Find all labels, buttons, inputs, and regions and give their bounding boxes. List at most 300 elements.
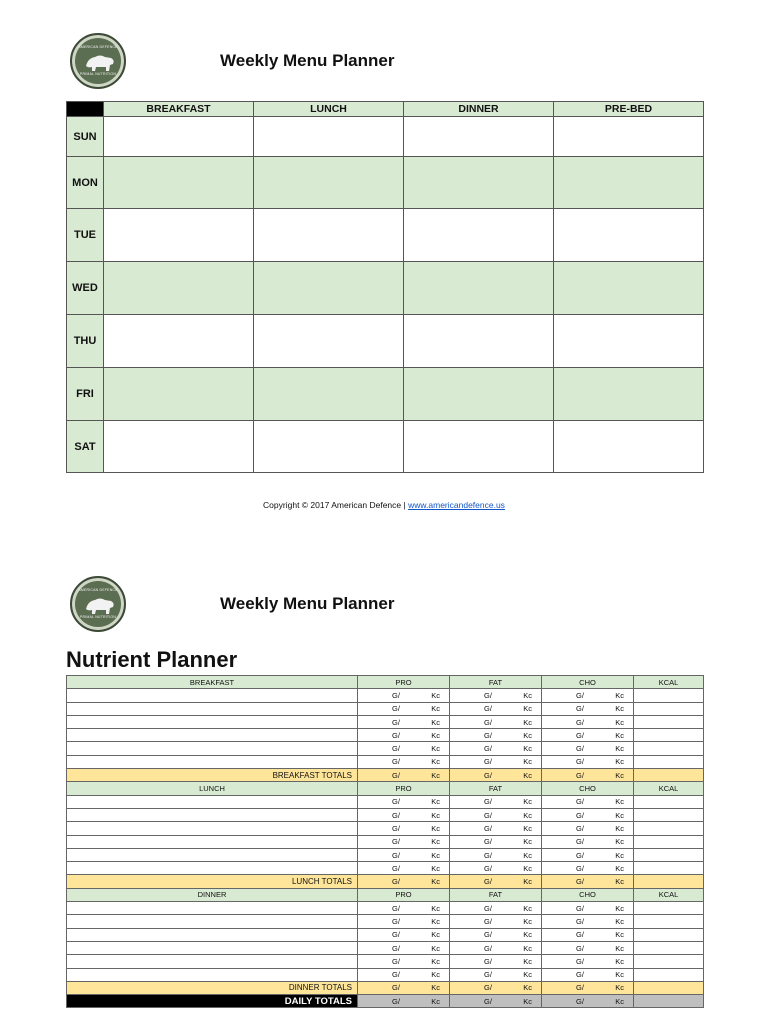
pro-cell[interactable] [358,742,450,755]
food-row [67,715,704,728]
bison-icon [84,595,116,617]
kcal-unit: Kc [523,930,532,940]
day-row-thu [67,315,704,368]
food-row [67,822,704,835]
grams-unit: G/ [484,903,492,913]
pro-cell[interactable] [358,689,450,702]
col-cho: CHO [542,782,634,795]
section-name: LUNCH [67,782,358,795]
food-row [67,928,704,941]
grams-unit: G/ [576,996,584,1006]
fat-cell[interactable] [450,742,542,755]
grams-unit: G/ [576,863,584,873]
meal-cell[interactable] [554,421,704,473]
kcal-unit: Kc [523,837,532,847]
cho-cell[interactable] [542,955,634,968]
kcal-unit: Kc [431,996,440,1006]
food-row [67,808,704,821]
food-row [67,915,704,928]
kcal-unit: Kc [431,970,440,980]
kcal-unit: Kc [615,744,624,754]
pro-cell[interactable] [358,862,450,875]
kcal-cell[interactable] [634,715,704,728]
grams-unit: G/ [392,837,400,847]
section-totals-label: BREAKFAST TOTALS [67,769,358,782]
kcal-cell[interactable] [634,928,704,941]
grams-unit: G/ [576,810,584,820]
cho-cell[interactable] [542,848,634,861]
col-pro: PRO [358,676,450,689]
grams-unit: G/ [576,903,584,913]
kcal-cell[interactable] [634,862,704,875]
grams-unit: G/ [392,970,400,980]
meal-cell[interactable] [104,368,254,421]
fat-cell[interactable] [450,715,542,728]
kcal-unit: Kc [431,744,440,754]
kcal-unit: Kc [523,970,532,980]
kcal-unit: Kc [523,744,532,754]
kcal-unit: Kc [431,930,440,940]
food-row [67,902,704,915]
fat-cell[interactable] [450,928,542,941]
kcal-unit: Kc [523,983,532,993]
kcal-unit: Kc [523,690,532,700]
header-pre-bed: PRE-BED [554,102,704,117]
pro-cell[interactable] [358,915,450,928]
grams-unit: G/ [392,850,400,860]
kcal-unit: Kc [523,956,532,966]
cho-cell[interactable] [542,795,634,808]
grams-unit: G/ [576,797,584,807]
food-item-cell[interactable] [67,822,358,835]
cho-cell[interactable] [542,968,634,981]
meal-cell[interactable] [554,368,704,421]
grams-unit: G/ [576,757,584,767]
cho-total-cell[interactable] [542,981,634,994]
food-item-cell[interactable] [67,928,358,941]
grams-unit: G/ [576,690,584,700]
kcal-unit: Kc [523,757,532,767]
food-item-cell[interactable] [67,968,358,981]
kcal-total-cell[interactable] [634,769,704,782]
section-totals-row [67,769,704,782]
pro-cell[interactable] [358,715,450,728]
meal-cell[interactable] [254,209,404,262]
kcal-unit: Kc [431,797,440,807]
meal-cell[interactable] [404,421,554,473]
cho-cell[interactable] [542,941,634,954]
col-fat: FAT [450,676,542,689]
fat-cell[interactable] [450,915,542,928]
kcal-cell[interactable] [634,902,704,915]
meal-cell[interactable] [554,262,704,315]
food-item-cell[interactable] [67,795,358,808]
pro-cell[interactable] [358,968,450,981]
meal-cell[interactable] [404,315,554,368]
kcal-unit: Kc [431,730,440,740]
cho-total-cell[interactable] [542,875,634,888]
grams-unit: G/ [392,943,400,953]
pro-daily-cell[interactable] [358,995,450,1008]
kcal-unit: Kc [615,837,624,847]
grams-unit: G/ [576,704,584,714]
cho-cell[interactable] [542,808,634,821]
grams-unit: G/ [484,797,492,807]
grams-unit: G/ [392,956,400,966]
cho-cell[interactable] [542,902,634,915]
kcal-unit: Kc [523,877,532,887]
kcal-cell[interactable] [634,968,704,981]
kcal-daily-cell[interactable] [634,995,704,1008]
copyright-text: Copyright © 2017 American Defence | [263,500,409,510]
kcal-unit: Kc [615,996,624,1006]
pro-cell[interactable] [358,755,450,768]
kcal-unit: Kc [615,730,624,740]
grams-unit: G/ [484,704,492,714]
header-corner [67,102,104,117]
cho-total-cell[interactable] [542,769,634,782]
fat-cell[interactable] [450,955,542,968]
meal-cell[interactable] [404,368,554,421]
fat-cell[interactable] [450,941,542,954]
day-label: FRI [67,368,104,421]
section-name: DINNER [67,888,358,901]
fat-total-cell[interactable] [450,769,542,782]
fat-cell[interactable] [450,835,542,848]
section-totals-row [67,981,704,994]
grams-unit: G/ [392,757,400,767]
cho-cell[interactable] [542,822,634,835]
day-label: SAT [67,421,104,473]
meal-cell[interactable] [404,262,554,315]
fat-cell[interactable] [450,808,542,821]
pro-cell[interactable] [358,835,450,848]
kcal-unit: Kc [523,823,532,833]
fat-cell[interactable] [450,795,542,808]
grams-unit: G/ [484,850,492,860]
kcal-cell[interactable] [634,848,704,861]
website-link[interactable]: www.americandefence.us [408,500,505,510]
copyright-line [0,500,768,510]
fat-cell[interactable] [450,862,542,875]
kcal-unit: Kc [523,903,532,913]
meal-cell[interactable] [554,209,704,262]
meal-cell[interactable] [254,368,404,421]
fat-cell[interactable] [450,729,542,742]
kcal-unit: Kc [523,717,532,727]
food-item-cell[interactable] [67,862,358,875]
grams-unit: G/ [576,970,584,980]
kcal-unit: Kc [615,956,624,966]
kcal-cell[interactable] [634,941,704,954]
meal-cell[interactable] [404,157,554,209]
fat-cell[interactable] [450,755,542,768]
day-label: MON [67,157,104,209]
kcal-cell[interactable] [634,742,704,755]
cho-cell[interactable] [542,755,634,768]
pro-cell[interactable] [358,928,450,941]
meal-cell[interactable] [404,209,554,262]
food-item-cell[interactable] [67,955,358,968]
cho-cell[interactable] [542,835,634,848]
meal-cell[interactable] [104,117,254,157]
food-row [67,755,704,768]
food-row [67,862,704,875]
meal-cell[interactable] [104,421,254,473]
col-kcal: KCAL [634,676,704,689]
kcal-unit: Kc [615,850,624,860]
kcal-unit: Kc [615,823,624,833]
cho-cell[interactable] [542,702,634,715]
meal-cell[interactable] [254,262,404,315]
grams-unit: G/ [484,863,492,873]
grams-unit: G/ [392,916,400,926]
food-item-cell[interactable] [67,715,358,728]
meal-cell[interactable] [254,315,404,368]
kcal-unit: Kc [615,943,624,953]
food-item-cell[interactable] [67,755,358,768]
food-row [67,835,704,848]
food-item-cell[interactable] [67,835,358,848]
food-row [67,968,704,981]
fat-cell[interactable] [450,702,542,715]
grams-unit: G/ [392,863,400,873]
kcal-unit: Kc [431,717,440,727]
meal-cell[interactable] [254,117,404,157]
grams-unit: G/ [484,730,492,740]
day-row-sun [67,117,704,157]
logo [70,576,126,632]
kcal-unit: Kc [431,823,440,833]
cho-daily-cell[interactable] [542,995,634,1008]
day-row-tue [67,209,704,262]
meal-cell[interactable] [404,117,554,157]
kcal-unit: Kc [523,850,532,860]
food-item-cell[interactable] [67,689,358,702]
day-label: SUN [67,117,104,157]
kcal-unit: Kc [523,797,532,807]
logo-text-bottom: PRIMAL NUTRITION [79,72,117,76]
kcal-cell[interactable] [634,915,704,928]
fat-cell[interactable] [450,848,542,861]
section-totals-label: LUNCH TOTALS [67,875,358,888]
grams-unit: G/ [392,930,400,940]
cho-cell[interactable] [542,862,634,875]
section-header-row [67,676,704,689]
day-row-fri [67,368,704,421]
fat-total-cell[interactable] [450,981,542,994]
grams-unit: G/ [392,903,400,913]
weekly-header-row [67,102,704,117]
kcal-unit: Kc [523,863,532,873]
kcal-cell[interactable] [634,755,704,768]
grams-unit: G/ [484,916,492,926]
kcal-total-cell[interactable] [634,875,704,888]
food-item-cell[interactable] [67,902,358,915]
grams-unit: G/ [484,770,492,780]
meal-cell[interactable] [554,315,704,368]
food-item-cell[interactable] [67,848,358,861]
col-kcal: KCAL [634,782,704,795]
meal-cell[interactable] [104,315,254,368]
grams-unit: G/ [392,823,400,833]
kcal-unit: Kc [431,837,440,847]
grams-unit: G/ [392,744,400,754]
kcal-unit: Kc [523,770,532,780]
food-row [67,729,704,742]
pro-cell[interactable] [358,795,450,808]
meal-cell[interactable] [104,262,254,315]
kcal-unit: Kc [431,956,440,966]
grams-unit: G/ [392,770,400,780]
grams-unit: G/ [392,810,400,820]
meal-cell[interactable] [254,421,404,473]
fat-cell[interactable] [450,822,542,835]
grams-unit: G/ [392,996,400,1006]
cho-cell[interactable] [542,742,634,755]
kcal-unit: Kc [431,877,440,887]
grams-unit: G/ [484,810,492,820]
cho-cell[interactable] [542,715,634,728]
food-row [67,941,704,954]
grams-unit: G/ [576,744,584,754]
food-item-cell[interactable] [67,729,358,742]
pro-total-cell[interactable] [358,875,450,888]
grams-unit: G/ [576,770,584,780]
page-title: Weekly Menu Planner [220,594,395,613]
kcal-cell[interactable] [634,729,704,742]
kcal-unit: Kc [615,704,624,714]
grams-unit: G/ [484,943,492,953]
kcal-unit: Kc [431,704,440,714]
kcal-unit: Kc [615,930,624,940]
pro-cell[interactable] [358,902,450,915]
kcal-unit: Kc [431,770,440,780]
kcal-cell[interactable] [634,955,704,968]
kcal-unit: Kc [431,690,440,700]
header-dinner: DINNER [404,102,554,117]
cho-cell[interactable] [542,689,634,702]
grams-unit: G/ [484,956,492,966]
col-pro: PRO [358,782,450,795]
food-row [67,795,704,808]
day-label: WED [67,262,104,315]
grams-unit: G/ [576,916,584,926]
section-totals-label: DINNER TOTALS [67,981,358,994]
meal-cell[interactable] [554,157,704,209]
kcal-cell[interactable] [634,689,704,702]
pro-cell[interactable] [358,702,450,715]
grams-unit: G/ [392,704,400,714]
grams-unit: G/ [484,983,492,993]
fat-cell[interactable] [450,902,542,915]
meal-cell[interactable] [254,157,404,209]
bison-icon [84,52,116,74]
grams-unit: G/ [484,717,492,727]
kcal-cell[interactable] [634,822,704,835]
pro-cell[interactable] [358,848,450,861]
col-cho: CHO [542,888,634,901]
cho-cell[interactable] [542,729,634,742]
food-item-cell[interactable] [67,742,358,755]
kcal-cell[interactable] [634,808,704,821]
food-item-cell[interactable] [67,808,358,821]
day-row-mon [67,157,704,209]
grams-unit: G/ [484,757,492,767]
grams-unit: G/ [484,996,492,1006]
col-cho: CHO [542,676,634,689]
section-name: BREAKFAST [67,676,358,689]
section-totals-row [67,875,704,888]
kcal-unit: Kc [615,983,624,993]
grams-unit: G/ [576,850,584,860]
grams-unit: G/ [576,956,584,966]
kcal-unit: Kc [523,730,532,740]
daily-totals-label: DAILY TOTALS [67,995,358,1008]
cho-cell[interactable] [542,928,634,941]
kcal-cell[interactable] [634,835,704,848]
weekly-menu-table [66,101,704,473]
kcal-unit: Kc [431,903,440,913]
grams-unit: G/ [392,983,400,993]
pro-cell[interactable] [358,941,450,954]
kcal-unit: Kc [615,877,624,887]
pro-cell[interactable] [358,729,450,742]
kcal-cell[interactable] [634,702,704,715]
kcal-unit: Kc [523,704,532,714]
pro-total-cell[interactable] [358,769,450,782]
pro-total-cell[interactable] [358,981,450,994]
header-lunch: LUNCH [254,102,404,117]
grams-unit: G/ [576,837,584,847]
kcal-unit: Kc [431,916,440,926]
kcal-unit: Kc [615,863,624,873]
fat-total-cell[interactable] [450,875,542,888]
food-row [67,742,704,755]
kcal-unit: Kc [615,970,624,980]
section-header-row [67,888,704,901]
kcal-unit: Kc [523,996,532,1006]
pro-cell[interactable] [358,955,450,968]
kcal-unit: Kc [431,943,440,953]
grams-unit: G/ [484,744,492,754]
nutrient-planner-title: Nutrient Planner [66,647,238,672]
kcal-unit: Kc [615,690,624,700]
kcal-unit: Kc [523,943,532,953]
daily-totals-row [67,995,704,1008]
fat-cell[interactable] [450,968,542,981]
kcal-unit: Kc [615,757,624,767]
food-row [67,689,704,702]
cho-cell[interactable] [542,915,634,928]
grams-unit: G/ [576,823,584,833]
meal-cell[interactable] [104,157,254,209]
pro-cell[interactable] [358,822,450,835]
kcal-unit: Kc [431,983,440,993]
kcal-cell[interactable] [634,795,704,808]
food-item-cell[interactable] [67,941,358,954]
fat-cell[interactable] [450,689,542,702]
meal-cell[interactable] [554,117,704,157]
meal-cell[interactable] [104,209,254,262]
food-item-cell[interactable] [67,915,358,928]
logo-text-bottom: PRIMAL NUTRITION [79,615,117,619]
food-item-cell[interactable] [67,702,358,715]
pro-cell[interactable] [358,808,450,821]
kcal-total-cell[interactable] [634,981,704,994]
fat-daily-cell[interactable] [450,995,542,1008]
day-label: TUE [67,209,104,262]
